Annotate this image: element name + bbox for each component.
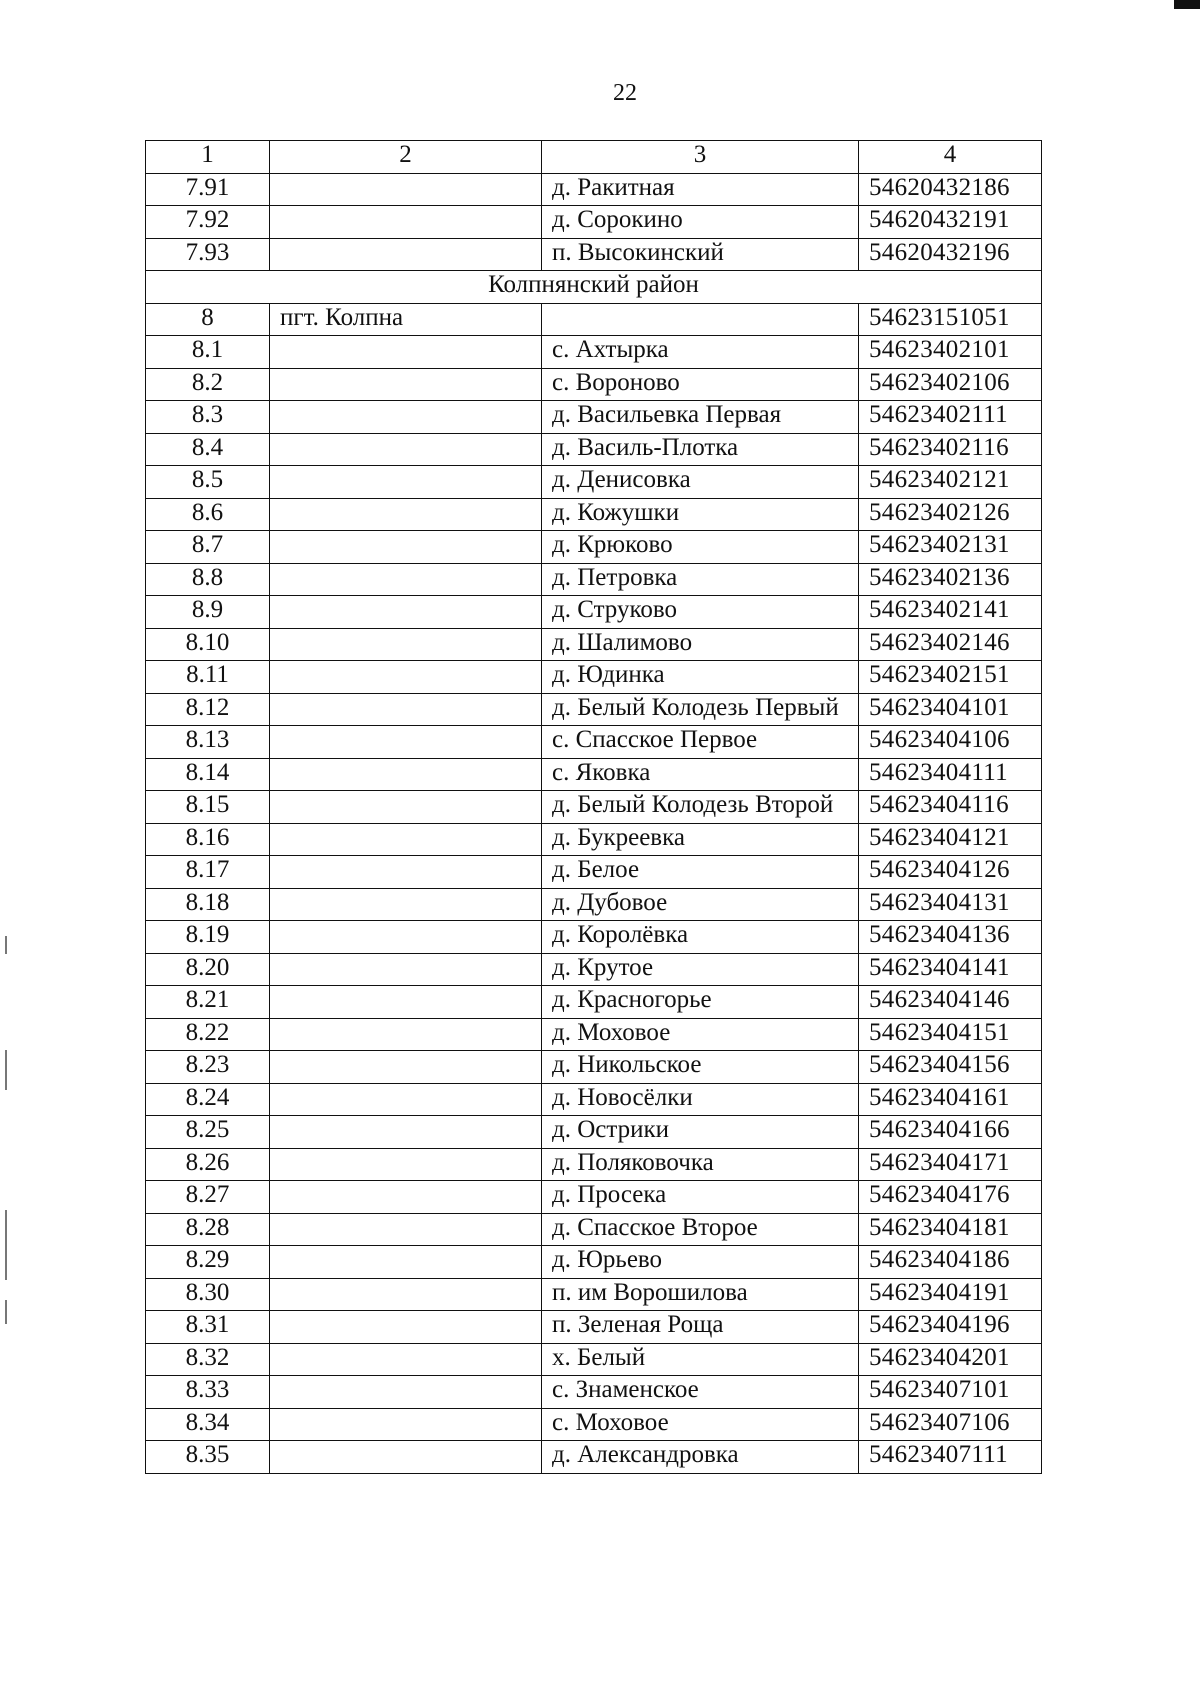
oktmo-code-cell: 54620432186	[859, 173, 1042, 206]
table-row	[146, 368, 1042, 401]
table-row	[146, 1116, 1042, 1149]
page-number: 22	[613, 80, 637, 106]
locality-cell: с. Яковка	[542, 758, 859, 791]
table-row	[146, 1246, 1042, 1279]
table-row	[146, 693, 1042, 726]
oktmo-code-cell: 54623402106	[859, 368, 1042, 401]
oktmo-code-cell: 54623404196	[859, 1311, 1042, 1344]
table-row	[146, 791, 1042, 824]
table-header-row	[146, 141, 1042, 174]
settlement-name-cell	[270, 1311, 542, 1344]
table-row	[146, 336, 1042, 369]
row-number-cell: 8.3	[146, 401, 270, 434]
oktmo-code-cell: 54623404166	[859, 1116, 1042, 1149]
table-row	[146, 1213, 1042, 1246]
table-row	[146, 563, 1042, 596]
row-number-cell: 8.32	[146, 1343, 270, 1376]
row-number-cell: 8.28	[146, 1213, 270, 1246]
oktmo-code-cell: 54623402111	[859, 401, 1042, 434]
row-number-cell: 8.20	[146, 953, 270, 986]
table-row	[146, 531, 1042, 564]
row-number-cell: 8.25	[146, 1116, 270, 1149]
oktmo-code-cell: 54623402126	[859, 498, 1042, 531]
table-row	[146, 433, 1042, 466]
settlement-name-cell	[270, 726, 542, 759]
locality-cell: д. Белое	[542, 856, 859, 889]
settlement-name-cell	[270, 1408, 542, 1441]
settlement-name-cell	[270, 563, 542, 596]
oktmo-code-cell: 54623402131	[859, 531, 1042, 564]
locality-cell: п. Высокинский	[542, 238, 859, 271]
oktmo-code-cell: 54623404131	[859, 888, 1042, 921]
settlement-name-cell	[270, 1376, 542, 1409]
settlement-name-cell	[270, 433, 542, 466]
scan-edge-mark	[5, 1210, 7, 1280]
settlement-name-cell	[270, 466, 542, 499]
oktmo-code-cell: 54623402101	[859, 336, 1042, 369]
locality-cell: с. Ахтырка	[542, 336, 859, 369]
district-name: Колпнянский район	[146, 271, 1042, 304]
locality-cell: с. Знаменское	[542, 1376, 859, 1409]
table-row	[146, 1278, 1042, 1311]
row-number-cell: 8.35	[146, 1441, 270, 1474]
oktmo-code-cell: 54623404151	[859, 1018, 1042, 1051]
locality-cell: п. Зеленая Роща	[542, 1311, 859, 1344]
oktmo-code-cell: 54623404106	[859, 726, 1042, 759]
row-number-cell: 8.9	[146, 596, 270, 629]
locality-cell: д. Юрьево	[542, 1246, 859, 1279]
row-number-cell: 8	[146, 303, 270, 336]
oktmo-code-cell: 54623404156	[859, 1051, 1042, 1084]
oktmo-code-cell: 54623404136	[859, 921, 1042, 954]
locality-cell: д. Просека	[542, 1181, 859, 1214]
locality-cell: д. Букреевка	[542, 823, 859, 856]
table-row	[146, 823, 1042, 856]
table-row	[146, 1181, 1042, 1214]
oktmo-code-cell: 54623404176	[859, 1181, 1042, 1214]
settlement-name-cell	[270, 498, 542, 531]
settlement-name-cell	[270, 1083, 542, 1116]
oktmo-code-cell: 54623404126	[859, 856, 1042, 889]
table-row	[146, 856, 1042, 889]
row-number-cell: 8.19	[146, 921, 270, 954]
row-number-cell: 8.31	[146, 1311, 270, 1344]
row-number-cell: 8.8	[146, 563, 270, 596]
locality-cell	[542, 303, 859, 336]
row-number-cell: 8.18	[146, 888, 270, 921]
row-number-cell: 8.11	[146, 661, 270, 694]
row-number-cell: 8.21	[146, 986, 270, 1019]
table-row	[146, 1148, 1042, 1181]
row-number-cell: 8.17	[146, 856, 270, 889]
row-number-cell: 7.92	[146, 206, 270, 239]
locality-cell: с. Вороново	[542, 368, 859, 401]
row-number-cell: 8.23	[146, 1051, 270, 1084]
settlement-name-cell	[270, 986, 542, 1019]
locality-cell: д. Острики	[542, 1116, 859, 1149]
scan-edge-mark	[5, 1300, 7, 1324]
settlement-name-cell	[270, 1343, 542, 1376]
oktmo-code-cell: 54623407101	[859, 1376, 1042, 1409]
table-row	[146, 596, 1042, 629]
table-row	[146, 401, 1042, 434]
table-body	[146, 141, 1042, 1474]
scan-corner-mark	[1174, 0, 1200, 9]
locality-cell: д. Моховое	[542, 1018, 859, 1051]
locality-cell: д. Петровка	[542, 563, 859, 596]
oktmo-code-cell: 54623407106	[859, 1408, 1042, 1441]
settlement-name-cell	[270, 628, 542, 661]
settlement-name-cell	[270, 173, 542, 206]
locality-cell: д. Крюково	[542, 531, 859, 564]
oktmo-code-cell: 54620432191	[859, 206, 1042, 239]
table-row	[146, 1441, 1042, 1474]
settlement-name-cell	[270, 921, 542, 954]
settlement-name-cell	[270, 1278, 542, 1311]
table-row	[146, 238, 1042, 271]
settlement-name-cell	[270, 1051, 542, 1084]
table-row	[146, 1343, 1042, 1376]
settlement-name-cell	[270, 1148, 542, 1181]
row-number-cell: 8.4	[146, 433, 270, 466]
row-number-cell: 8.10	[146, 628, 270, 661]
settlement-name-cell	[270, 1213, 542, 1246]
locality-cell: д. Никольское	[542, 1051, 859, 1084]
row-number-cell: 8.6	[146, 498, 270, 531]
settlement-name-cell	[270, 1181, 542, 1214]
settlement-name-cell	[270, 336, 542, 369]
oktmo-code-cell: 54623404171	[859, 1148, 1042, 1181]
oktmo-code-cell: 54623402146	[859, 628, 1042, 661]
locality-cell: д. Струково	[542, 596, 859, 629]
row-number-cell: 8.1	[146, 336, 270, 369]
settlement-name-cell	[270, 661, 542, 694]
row-number-cell: 8.14	[146, 758, 270, 791]
row-number-cell: 7.93	[146, 238, 270, 271]
oktmo-code-cell: 54623404186	[859, 1246, 1042, 1279]
scan-edge-mark	[5, 936, 7, 954]
locality-cell: д. Поляковочка	[542, 1148, 859, 1181]
oktmo-code-cell: 54623404191	[859, 1278, 1042, 1311]
row-number-cell: 8.5	[146, 466, 270, 499]
locality-cell: д. Юдинка	[542, 661, 859, 694]
oktmo-code-cell: 54623404201	[859, 1343, 1042, 1376]
locality-cell: д. Новосёлки	[542, 1083, 859, 1116]
table-row	[146, 986, 1042, 1019]
row-number-cell: 8.7	[146, 531, 270, 564]
row-number-cell: 8.12	[146, 693, 270, 726]
row-number-cell: 8.30	[146, 1278, 270, 1311]
row-number-cell: 8.15	[146, 791, 270, 824]
column-header: 2	[270, 141, 542, 174]
locality-cell: д. Сорокино	[542, 206, 859, 239]
table-row	[146, 498, 1042, 531]
locality-cell: д. Васильевка Первая	[542, 401, 859, 434]
table-row	[146, 1311, 1042, 1344]
row-number-cell: 8.33	[146, 1376, 270, 1409]
district-row	[146, 271, 1042, 304]
column-header: 4	[859, 141, 1042, 174]
settlement-name-cell	[270, 1441, 542, 1474]
locality-cell: д. Красногорье	[542, 986, 859, 1019]
table-row	[146, 1376, 1042, 1409]
settlement-name-cell	[270, 791, 542, 824]
locality-cell: х. Белый	[542, 1343, 859, 1376]
locality-cell: д. Василь-Плотка	[542, 433, 859, 466]
locality-cell: д. Денисовка	[542, 466, 859, 499]
column-header: 1	[146, 141, 270, 174]
row-number-cell: 8.24	[146, 1083, 270, 1116]
settlement-name-cell	[270, 856, 542, 889]
locality-cell: д. Королёвка	[542, 921, 859, 954]
locality-cell: д. Кожушки	[542, 498, 859, 531]
table-row	[146, 1083, 1042, 1116]
oktmo-code-cell: 54623151051	[859, 303, 1042, 336]
table-row	[146, 1018, 1042, 1051]
settlement-name-cell	[270, 596, 542, 629]
locality-cell: д. Александровка	[542, 1441, 859, 1474]
locality-cell: с. Моховое	[542, 1408, 859, 1441]
oktmo-code-cell: 54623404116	[859, 791, 1042, 824]
oktmo-code-cell: 54623404146	[859, 986, 1042, 1019]
oktmo-code-cell: 54623404161	[859, 1083, 1042, 1116]
row-number-cell: 8.22	[146, 1018, 270, 1051]
row-number-cell: 8.26	[146, 1148, 270, 1181]
oktmo-code-cell: 54623404111	[859, 758, 1042, 791]
settlement-name-cell	[270, 953, 542, 986]
locality-cell: д. Крутое	[542, 953, 859, 986]
settlement-name-cell: пгт. Колпна	[270, 303, 542, 336]
row-number-cell: 8.29	[146, 1246, 270, 1279]
table-row	[146, 921, 1042, 954]
oktmo-code-cell: 54623404101	[859, 693, 1042, 726]
oktmo-code-cell: 54623404181	[859, 1213, 1042, 1246]
locality-cell: д. Дубовое	[542, 888, 859, 921]
oktmo-code-cell: 54620432196	[859, 238, 1042, 271]
table-row	[146, 466, 1042, 499]
table-row	[146, 1408, 1042, 1441]
settlement-name-cell	[270, 693, 542, 726]
scan-edge-mark	[5, 1050, 7, 1090]
table-row	[146, 628, 1042, 661]
table-row	[146, 953, 1042, 986]
oktmo-code-cell: 54623404141	[859, 953, 1042, 986]
locality-cell: д. Спасское Второе	[542, 1213, 859, 1246]
settlement-name-cell	[270, 758, 542, 791]
locality-cell: с. Спасское Первое	[542, 726, 859, 759]
row-number-cell: 8.27	[146, 1181, 270, 1214]
table-row	[146, 1051, 1042, 1084]
settlement-name-cell	[270, 1018, 542, 1051]
table-row	[146, 661, 1042, 694]
settlement-name-cell	[270, 368, 542, 401]
row-number-cell: 8.34	[146, 1408, 270, 1441]
settlement-name-cell	[270, 823, 542, 856]
table-row	[146, 758, 1042, 791]
oktmo-code-cell: 54623402141	[859, 596, 1042, 629]
locality-table	[145, 140, 1042, 1474]
settlement-name-cell	[270, 206, 542, 239]
row-number-cell: 8.13	[146, 726, 270, 759]
oktmo-code-cell: 54623402151	[859, 661, 1042, 694]
settlement-name-cell	[270, 238, 542, 271]
oktmo-code-cell: 54623402116	[859, 433, 1042, 466]
settlement-name-cell	[270, 1246, 542, 1279]
table-row	[146, 173, 1042, 206]
settlement-name-cell	[270, 401, 542, 434]
column-header: 3	[542, 141, 859, 174]
table-row	[146, 206, 1042, 239]
table-row	[146, 303, 1042, 336]
oktmo-code-cell: 54623402121	[859, 466, 1042, 499]
locality-cell: п. им Ворошилова	[542, 1278, 859, 1311]
oktmo-code-cell: 54623407111	[859, 1441, 1042, 1474]
locality-cell: д. Ракитная	[542, 173, 859, 206]
table-row	[146, 726, 1042, 759]
row-number-cell: 7.91	[146, 173, 270, 206]
settlement-name-cell	[270, 1116, 542, 1149]
settlement-name-cell	[270, 888, 542, 921]
table-row	[146, 888, 1042, 921]
locality-cell: д. Белый Колодезь Первый	[542, 693, 859, 726]
locality-cell: д. Шалимово	[542, 628, 859, 661]
settlement-name-cell	[270, 531, 542, 564]
row-number-cell: 8.16	[146, 823, 270, 856]
oktmo-code-cell: 54623404121	[859, 823, 1042, 856]
locality-cell: д. Белый Колодезь Второй	[542, 791, 859, 824]
row-number-cell: 8.2	[146, 368, 270, 401]
oktmo-code-cell: 54623402136	[859, 563, 1042, 596]
